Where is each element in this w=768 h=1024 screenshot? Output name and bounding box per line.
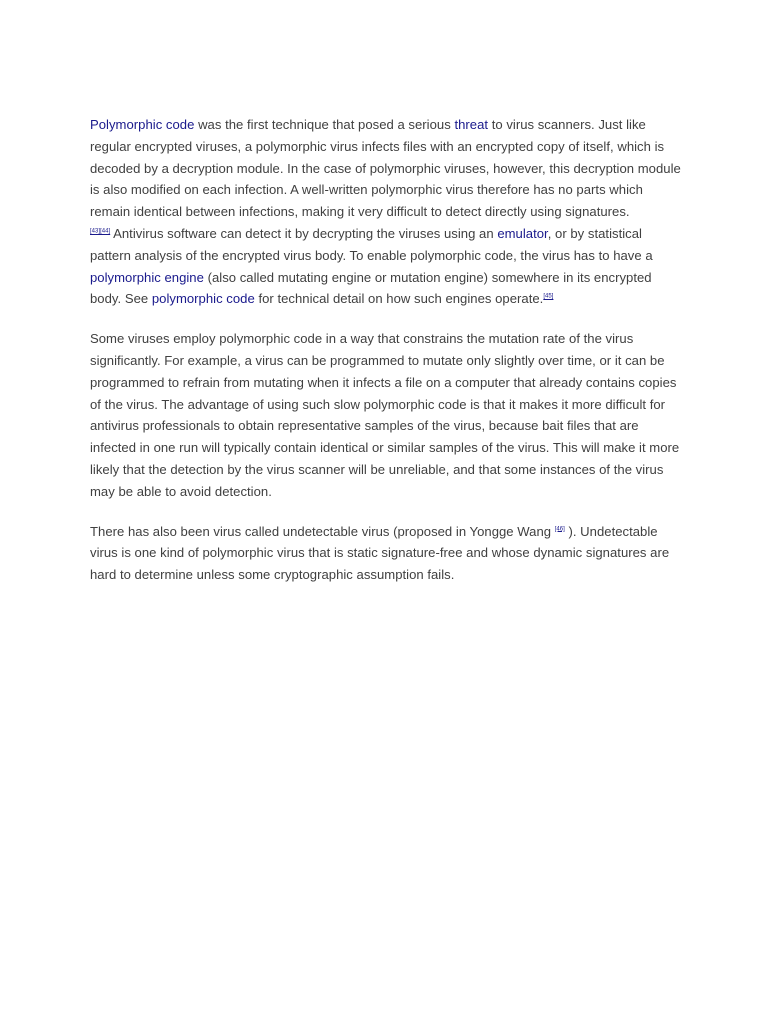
paragraph-text: was the first technique that posed a serious [194,117,455,132]
citation-43-44[interactable]: [43][44] [90,228,111,235]
paragraph-text: , or by statistical pattern analysis of the encrypted virus body. To enable polymorphic code, the virus has to have a [90,225,653,263]
link-polymorphic-code-2[interactable]: polymorphic code [151,291,255,307]
paragraph-text: ). Undetectable virus is one kind of polymorphic virus that is static signature-free and whose dynamic signatures are hard to determine unless some cryptographic assumption fails. [90,523,670,583]
link-polymorphic-code[interactable]: Polymorphic code [90,117,195,132]
paragraph-slow-polymorphism: Some viruses employ polymorphic code in a way that constrains the mutation rate of the virus significantly. For example, a virus can be programmed to mutate only slightly over time, or it can be programmed to refrain from mutating when it infects a file on a computer that already contains copies of the virus. The advantage of using such slow polymorphic code is that it makes it more difficult for antivirus professionals to obtain representative samples of the virus, because bait files that are infected in one run will typically contain identical or similar samples of the virus. This will make it more likely that the detection by the virus scanner will be unreliable, and that some instances of the virus may be able to avoid detection. [90,331,680,499]
paragraph-text: There has also been virus called undetectable virus (proposed in Yongge Wang [90,523,555,539]
paragraph-text: (also called mutating engine or mutation engine) somewhere in its encrypted body. See [90,269,652,307]
paragraph-undetectable-virus [90,521,682,586]
citation-45[interactable]: [45] [543,294,554,301]
paragraph-text: for technical detail on how such engines operate. [254,291,544,307]
paragraph-text: Antivirus software can detect it by decrypting the viruses using an [110,225,498,241]
link-polymorphic-engine[interactable]: polymorphic engine [90,269,204,285]
paragraph-text: to virus scanners. Just like regular encrypted viruses, a polymorphic virus infects files with an encrypted copy of itself, which is decoded by a decryption module. In the case of polymorphic viruses, however, this decryption module is also modified on each infection. A well-written polymorphic virus therefore has no parts which remain identical between infections, making it very difficult to detect directly using signatures. [90,117,681,220]
paragraph-polymorphic-intro [90,114,682,310]
citation-46[interactable]: [46] [554,526,565,533]
link-threat[interactable]: threat [454,117,489,132]
article-body [90,114,682,604]
link-emulator[interactable]: emulator [497,225,548,241]
